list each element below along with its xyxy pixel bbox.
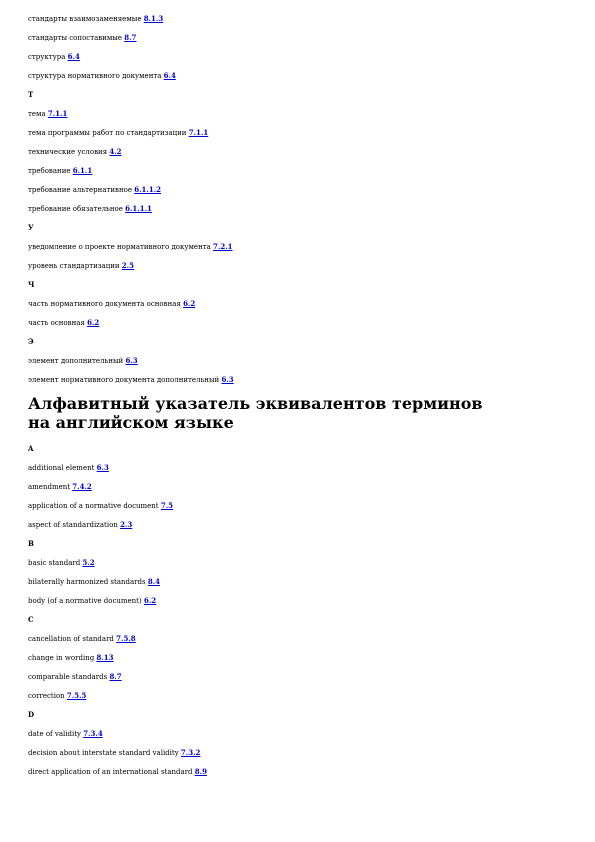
- index-ref-link[interactable]: 6.2: [143, 596, 157, 605]
- index-ref-link[interactable]: 6.2: [87, 318, 100, 327]
- index-term: элемент дополнительный: [28, 357, 124, 365]
- index-entry: [28, 748, 573, 757]
- index-entry: [28, 356, 573, 365]
- index-entry: [28, 318, 573, 327]
- index-ref-link[interactable]: 7.5.8: [116, 634, 136, 643]
- index-term: aspect of standardization: [28, 521, 118, 529]
- index-entry: [28, 634, 573, 643]
- index-term: date of validity: [28, 730, 81, 738]
- index-term: decision about interstate standard validity: [28, 749, 179, 757]
- index-entry: [28, 71, 573, 80]
- index-ref-link[interactable]: 8.9: [194, 767, 207, 776]
- index-entry: [28, 375, 573, 384]
- index-letter: A: [28, 444, 34, 453]
- index-entry: [28, 52, 573, 61]
- index-entry: [28, 729, 573, 738]
- index-term: body (of a normative document): [28, 597, 142, 605]
- index-term: тема: [28, 110, 46, 118]
- index-term: change in wording: [28, 654, 95, 662]
- index-term: уведомление о проекте нормативного документа: [28, 243, 211, 251]
- index-letter: Ч: [28, 280, 35, 289]
- index-letter: B: [28, 539, 34, 548]
- index-term: application of a normative document: [28, 502, 159, 510]
- index-term: требование обязательное: [28, 205, 123, 213]
- index-entry: [28, 482, 573, 491]
- index-ref-link[interactable]: 6.2: [183, 299, 196, 308]
- index-entry: [28, 653, 573, 662]
- section-heading: Алфавитный указатель эквивалентов терминов на английском языке: [28, 394, 483, 432]
- index-ref-link[interactable]: 7.1.1: [47, 109, 68, 118]
- index-term: direct application of an international standard: [28, 768, 193, 776]
- index-entry: [28, 596, 573, 605]
- index-entry: [28, 501, 573, 510]
- index-ref-link[interactable]: 6.3: [96, 463, 109, 472]
- index-letter: D: [28, 710, 35, 719]
- index-term: bilaterally harmonized standards: [28, 578, 146, 586]
- index-term: cancellation of standard: [28, 635, 114, 643]
- index-letter: C: [28, 615, 34, 624]
- index-entry: [28, 242, 573, 251]
- index-term: технические условия: [28, 148, 108, 156]
- index-ref-link[interactable]: 8.1.3: [143, 14, 164, 23]
- index-letter: Э: [28, 337, 34, 346]
- index-term: comparable standards: [28, 673, 108, 681]
- russian-index: [28, 14, 573, 384]
- index-ref-link[interactable]: 5.2: [82, 558, 95, 567]
- index-letter: У: [28, 223, 34, 232]
- index-term: элемент нормативного документа дополнительный: [28, 376, 220, 384]
- index-term: стандарты сопоставимые: [28, 34, 123, 42]
- index-term: correction: [28, 692, 65, 700]
- index-term: структура: [28, 53, 66, 61]
- index-ref-link[interactable]: 6.1.1.2: [134, 185, 162, 194]
- index-ref-link[interactable]: 7.2.1: [213, 242, 233, 251]
- index-entry: [28, 204, 573, 213]
- index-term: требование: [28, 167, 71, 175]
- index-ref-link[interactable]: 7.3.2: [180, 748, 201, 757]
- index-entry: [28, 109, 573, 118]
- index-term: additional element: [28, 464, 95, 472]
- index-entry: [28, 463, 573, 472]
- index-entry: [28, 14, 573, 23]
- index-entry: [28, 577, 573, 586]
- index-entry: [28, 147, 573, 156]
- index-entry: [28, 128, 573, 137]
- index-term: требование альтернативное: [28, 186, 133, 194]
- index-term: amendment: [28, 483, 71, 491]
- index-entry: [28, 672, 573, 681]
- index-ref-link[interactable]: 6.1.1.1: [125, 204, 152, 213]
- index-ref-link[interactable]: 4.2: [109, 147, 122, 156]
- index-ref-link[interactable]: 6.4: [67, 52, 80, 61]
- index-term: basic standard: [28, 559, 81, 567]
- index-term: стандарты взаимозаменяемые: [28, 15, 142, 23]
- index-ref-link[interactable]: 8.7: [109, 672, 122, 681]
- index-entry: [28, 691, 573, 700]
- index-ref-link[interactable]: 7.5: [160, 501, 174, 510]
- index-letter: Т: [28, 90, 34, 99]
- index-ref-link[interactable]: 6.4: [163, 71, 176, 80]
- index-entry: [28, 558, 573, 567]
- index-entry: [28, 767, 573, 776]
- index-entry: [28, 299, 573, 308]
- index-ref-link[interactable]: 7.1.1: [188, 128, 209, 137]
- index-ref-link[interactable]: 2.3: [120, 520, 133, 529]
- index-term: тема программы работ по стандартизации: [28, 129, 187, 137]
- index-ref-link[interactable]: 6.3: [221, 375, 234, 384]
- index-term: часть нормативного документа основная: [28, 300, 181, 308]
- index-ref-link[interactable]: 8.4: [147, 577, 161, 586]
- index-ref-link[interactable]: 8.7: [124, 33, 137, 42]
- index-page: [28, 14, 573, 786]
- index-ref-link[interactable]: 6.3: [125, 356, 138, 365]
- index-ref-link[interactable]: 2.5: [121, 261, 134, 270]
- index-entry: [28, 166, 573, 175]
- index-ref-link[interactable]: 8.13: [96, 653, 114, 662]
- index-term: уровень стандартизации: [28, 262, 120, 270]
- index-ref-link[interactable]: 7.4.2: [72, 482, 92, 491]
- index-ref-link[interactable]: 7.3.4: [83, 729, 103, 738]
- index-entry: [28, 261, 573, 270]
- index-ref-link[interactable]: 6.1.1: [72, 166, 93, 175]
- index-term: структура нормативного документа: [28, 72, 162, 80]
- index-entry: [28, 185, 573, 194]
- english-index: [28, 444, 573, 776]
- index-entry: [28, 520, 573, 529]
- index-term: часть основная: [28, 319, 85, 327]
- index-ref-link[interactable]: 7.5.5: [66, 691, 87, 700]
- index-entry: [28, 33, 573, 42]
